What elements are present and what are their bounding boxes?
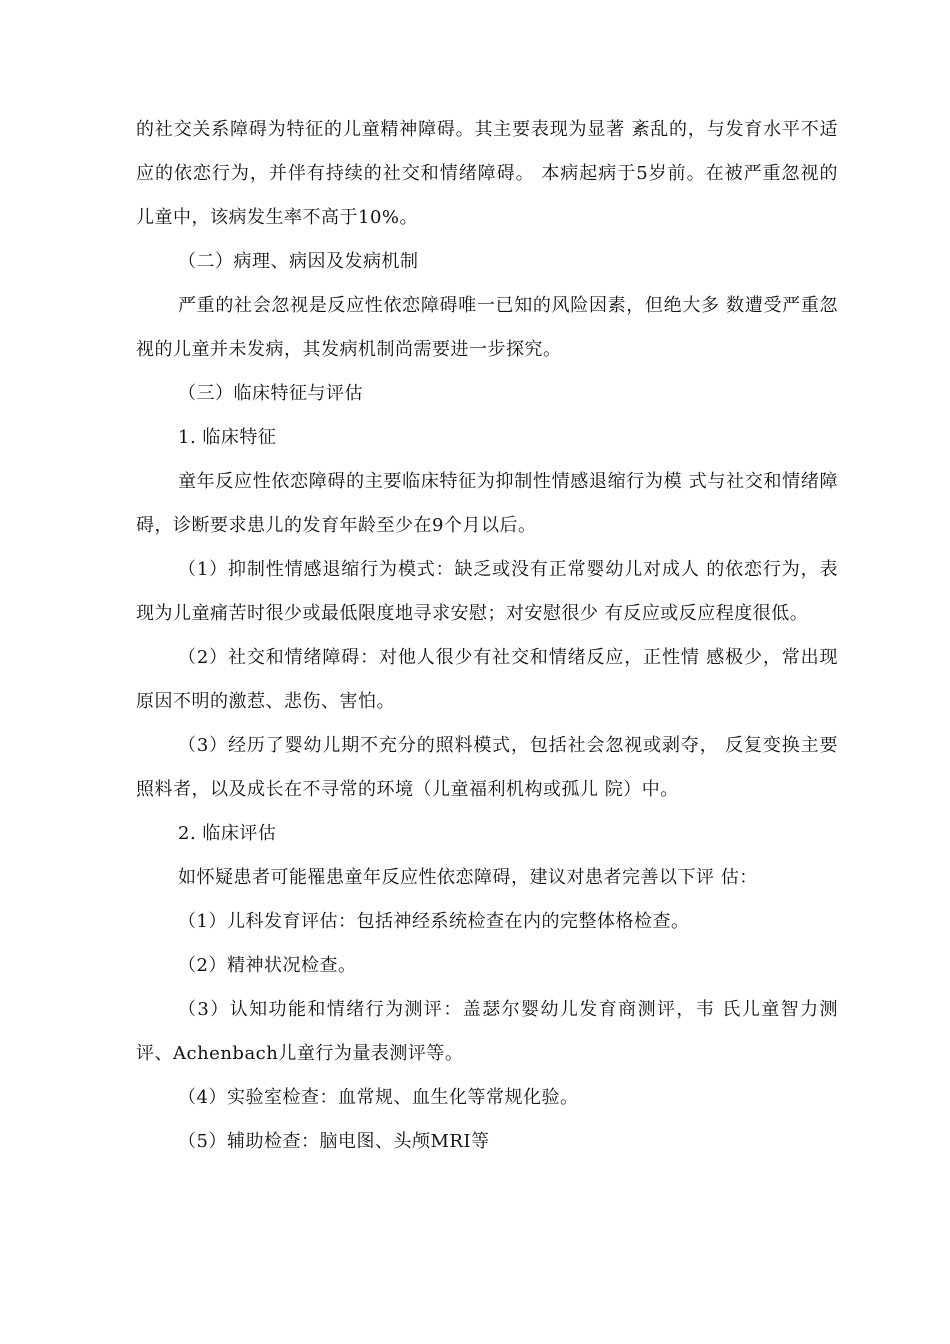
document-page: [136, 108, 838, 1164]
list-item: （5）辅助检查：脑电图、头颅MRI等: [178, 1131, 490, 1152]
body-paragraph: 童年反应性依恋障碍的主要临床特征为抑制性情感退缩行为模 式与社交和情绪障碍，诊断要求患儿的发育年龄至少在9个月以后。: [136, 471, 838, 536]
body-paragraph: 严重的社会忽视是反应性依恋障碍唯一已知的风险因素，但绝大多 数遭受严重忽视的儿童并未发病，其发病机制尚需要进一步探究。: [136, 295, 838, 360]
section-heading-pathology: （二）病理、病因及发病机制: [178, 251, 419, 272]
body-paragraph: 如怀疑患者可能罹患童年反应性依恋障碍，建议对患者完善以下评 估：: [178, 867, 758, 888]
list-item: （3）认知功能和情绪行为测评：盖瑟尔婴幼儿发育商测评，韦 氏儿童智力测评、Achenbach儿童行为量表测评等。: [136, 999, 838, 1064]
list-item: （4）实验室检查：血常规、血生化等常规化验。: [178, 1087, 579, 1108]
subsection-heading-assessment: 2. 临床评估: [178, 823, 277, 844]
subsection-heading-features: 1. 临床特征: [178, 427, 277, 448]
list-item: （1）儿科发育评估：包括神经系统检查在内的完整体格检查。: [178, 911, 690, 932]
list-item: （2）精神状况检查。: [178, 955, 357, 976]
list-item: （1）抑制性情感退缩行为模式：缺乏或没有正常婴幼儿对成人 的依恋行为，表现为儿童痛苦时很少或最低限度地寻求安慰；对安慰很少 有反应或反应程度很低。: [136, 559, 838, 624]
list-item: （2）社交和情绪障碍：对他人很少有社交和情绪反应，正性情 感极少，常出现原因不明的激惹、悲伤、害怕。: [136, 647, 838, 712]
list-item: （3）经历了婴幼儿期不充分的照料模式，包括社会忽视或剥夺， 反复变换主要照料者，以及成长在不寻常的环境（儿童福利机构或孤儿 院）中。: [136, 735, 838, 800]
section-heading-clinical: （三）临床特征与评估: [178, 383, 363, 404]
body-paragraph: 的社交关系障碍为特征的儿童精神障碍。其主要表现为显著 紊乱的，与发育水平不适应的依恋行为，并伴有持续的社交和情绪障碍。 本病起病于5岁前。在被严重忽视的儿童中，该病发生率不高于10%。: [136, 119, 838, 228]
